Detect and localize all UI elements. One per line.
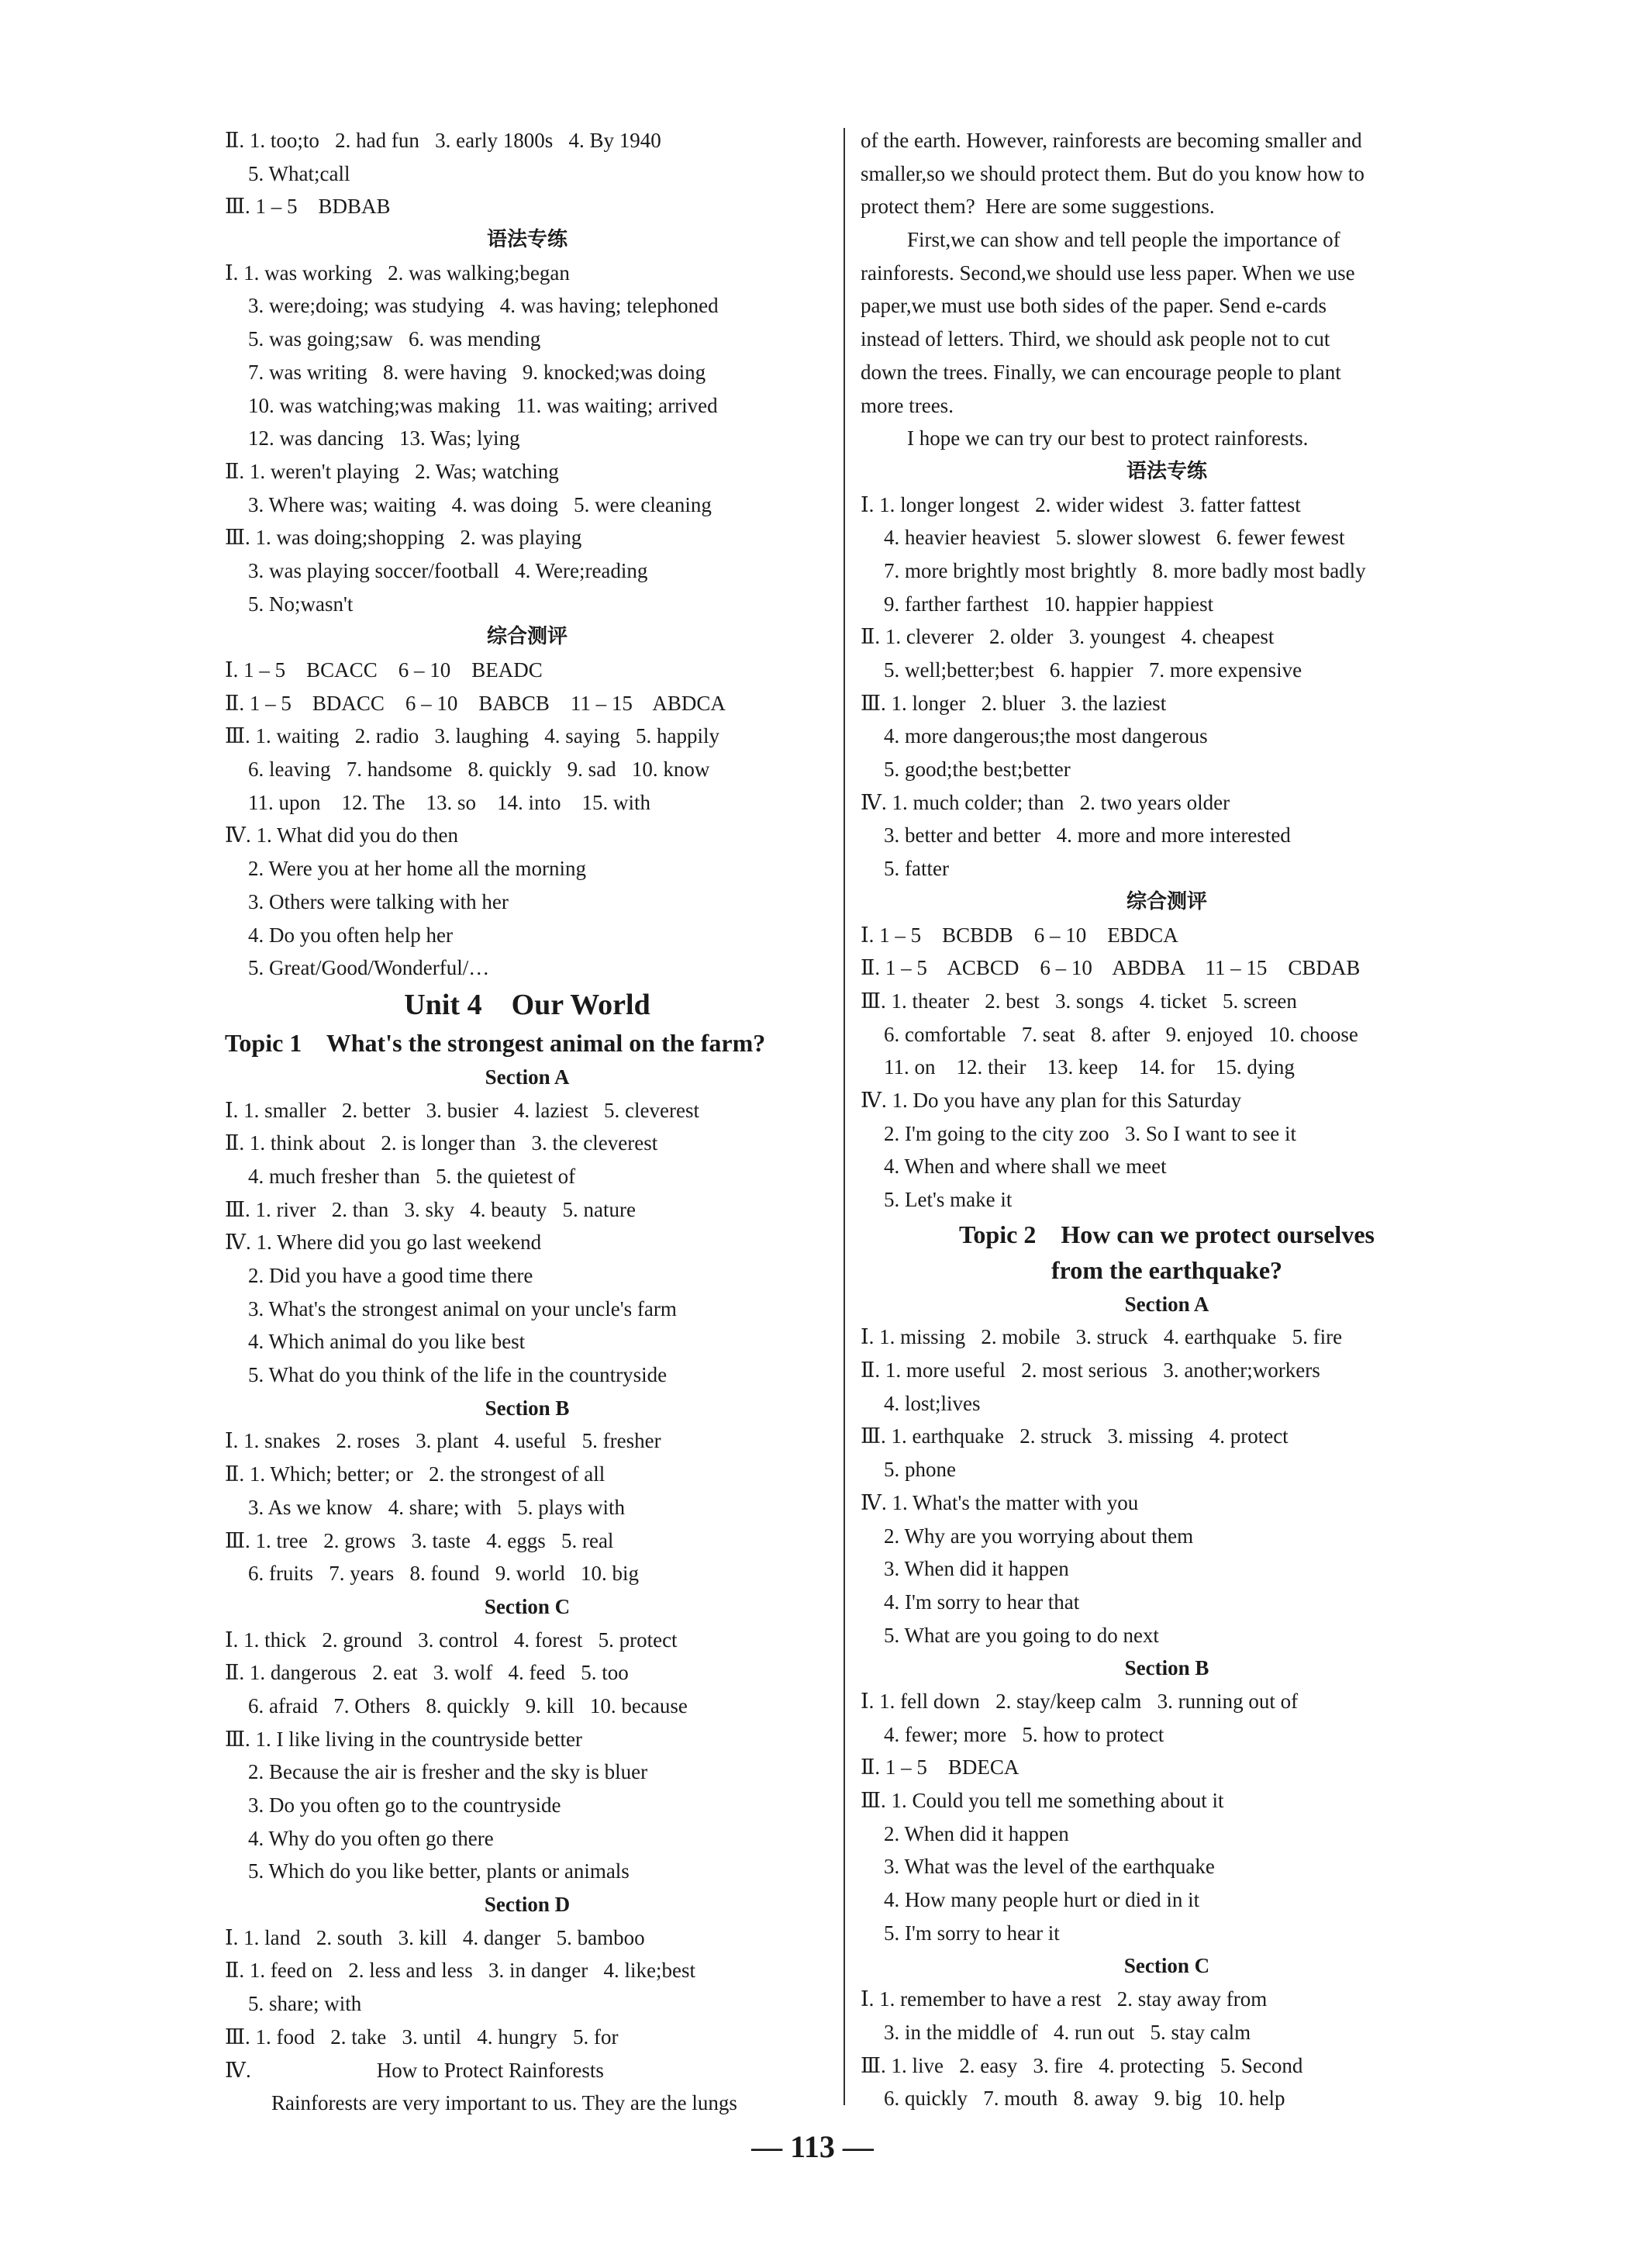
right-line: 5. good;the best;better bbox=[884, 758, 1071, 782]
right-line: 4. I'm sorry to hear that bbox=[884, 1590, 1080, 1614]
left-line: 2. Because the air is fresher and the sky is bluer bbox=[248, 1760, 648, 1784]
right-line: 3. in the middle of 4. run out 5. stay calm bbox=[884, 2020, 1251, 2044]
left-line: 4. Which animal do you like best bbox=[248, 1330, 526, 1354]
left-line: Ⅰ. 1. snakes 2. roses 3. plant 4. useful 5. fresher bbox=[225, 1429, 661, 1453]
right-line: Ⅲ. 1. theater 2. best 3. songs 4. ticket 5. screen bbox=[861, 989, 1297, 1013]
right-line: instead of letters. Third, we should ask people not to cut bbox=[861, 327, 1330, 351]
right-line: 3. When did it happen bbox=[884, 1557, 1069, 1581]
left-line: 3. As we know 4. share; with 5. plays with bbox=[248, 1495, 625, 1519]
left-line: Ⅱ. 1. dangerous 2. eat 3. wolf 4. feed 5. too bbox=[225, 1661, 629, 1685]
right-line: paper,we must use both sides of the paper. Send e-cards bbox=[861, 294, 1327, 318]
right-line: 5. I'm sorry to hear it bbox=[884, 1921, 1060, 1945]
left-line: 3. were;doing; was studying 4. was having; telephoned bbox=[248, 294, 719, 318]
left-line: Ⅲ. 1. food 2. take 3. until 4. hungry 5. for bbox=[225, 2025, 619, 2049]
left-line: Ⅱ. 1. feed on 2. less and less 3. in danger 4. like;best bbox=[225, 1959, 695, 1983]
left-line: 语法专练 bbox=[486, 228, 568, 252]
left-line: 3. Others were talking with her bbox=[248, 889, 509, 913]
left-line: Section D bbox=[484, 1893, 571, 1917]
right-line: 3. better and better 4. more and more interested bbox=[884, 823, 1291, 847]
left-line: 5. What do you think of the life in the countryside bbox=[248, 1363, 668, 1387]
left-line: Ⅱ. 1. weren't playing 2. Was; watching bbox=[225, 459, 559, 483]
right-line: 5. fatter bbox=[884, 857, 949, 881]
left-line: 6. leaving 7. handsome 8. quickly 9. sad 10. know bbox=[248, 758, 710, 782]
right-line: Topic 2 How can we protect ourselves bbox=[959, 1220, 1375, 1248]
right-line: First,we can show and tell people the importance of bbox=[907, 228, 1340, 252]
right-line: Ⅰ. 1. fell down 2. stay/keep calm 3. running out of bbox=[861, 1689, 1299, 1713]
right-line: Ⅱ. 1 – 5 ACBCD 6 – 10 ABDBA 11 – 15 CBDAB bbox=[861, 956, 1361, 980]
right-line: 5. phone bbox=[884, 1458, 956, 1482]
left-line: Section C bbox=[484, 1594, 571, 1618]
left-line: Ⅱ. 1. think about 2. is longer than 3. the cleverest bbox=[225, 1131, 658, 1155]
right-line: 2. I'm going to the city zoo 3. So I want to see it bbox=[884, 1121, 1297, 1145]
right-line: Section B bbox=[1124, 1656, 1209, 1680]
right-line: 4. more dangerous;the most dangerous bbox=[884, 724, 1208, 748]
right-line: Ⅰ. 1. missing 2. mobile 3. struck 4. earthquake 5. fire bbox=[861, 1325, 1343, 1349]
right-line: more trees. bbox=[861, 393, 954, 417]
right-line: 4. fewer; more 5. how to protect bbox=[884, 1722, 1164, 1746]
left-line: 5. was going;saw 6. was mending bbox=[248, 327, 541, 351]
right-line: Ⅰ. 1. remember to have a rest 2. stay away from bbox=[861, 1987, 1268, 2011]
right-line: Ⅱ. 1. more useful 2. most serious 3. another;workers bbox=[861, 1358, 1320, 1383]
left-line: 12. was dancing 13. Was; lying bbox=[248, 426, 520, 450]
left-line: Ⅰ. 1. thick 2. ground 3. control 4. forest 5. protect bbox=[225, 1628, 678, 1652]
left-line: Rainforests are very important to us. They are the lungs bbox=[271, 2091, 737, 2115]
left-line: Ⅲ. 1. tree 2. grows 3. taste 4. eggs 5. real bbox=[225, 1528, 614, 1552]
left-line: 2. Were you at her home all the morning bbox=[248, 857, 586, 881]
left-line: 3. Do you often go to the countryside bbox=[248, 1793, 561, 1817]
left-line: 2. Did you have a good time there bbox=[248, 1264, 533, 1287]
left-line: Ⅱ. 1. Which; better; or 2. the strongest of all bbox=[225, 1462, 605, 1486]
right-line: 5. Let's make it bbox=[884, 1188, 1013, 1211]
right-line: 5. What are you going to do next bbox=[884, 1623, 1159, 1647]
left-line: Ⅰ. 1. was working 2. was walking;began bbox=[225, 261, 570, 285]
right-line: Ⅲ. 1. Could you tell me something about it bbox=[861, 1789, 1224, 1812]
left-line: 11. upon 12. The 13. so 14. into 15. with bbox=[248, 790, 650, 814]
right-line: Ⅱ. 1 – 5 BDECA bbox=[861, 1755, 1020, 1780]
right-line: 4. lost;lives bbox=[884, 1391, 981, 1415]
right-line: Ⅱ. 1. cleverer 2. older 3. youngest 4. cheapest bbox=[861, 625, 1275, 649]
left-line: Ⅲ. 1. waiting 2. radio 3. laughing 4. saying 5. happily bbox=[225, 724, 719, 748]
left-column bbox=[225, 124, 830, 2120]
left-line: Section B bbox=[485, 1396, 570, 1420]
left-line: 综合测评 bbox=[486, 625, 568, 649]
right-line: Ⅳ. 1. What's the matter with you bbox=[861, 1490, 1139, 1514]
right-line: 3. What was the level of the earthquake bbox=[884, 1855, 1215, 1879]
left-line: 10. was watching;was making 11. was waiting; arrived bbox=[248, 393, 718, 417]
right-line: I hope we can try our best to protect rainforests. bbox=[907, 426, 1309, 450]
right-line: 6. comfortable 7. seat 8. after 9. enjoyed 10. choose bbox=[884, 1022, 1358, 1046]
right-line: Ⅲ. 1. longer 2. bluer 3. the laziest bbox=[861, 691, 1167, 715]
right-line: Ⅰ. 1 – 5 BCBDB 6 – 10 EBDCA bbox=[861, 923, 1178, 947]
left-line: Ⅳ. How to Protect Rainforests bbox=[225, 2058, 604, 2082]
left-line: 5. Which do you like better, plants or animals bbox=[248, 1859, 630, 1883]
right-line: Section A bbox=[1124, 1292, 1209, 1316]
right-line: Ⅲ. 1. earthquake 2. struck 3. missing 4. protect bbox=[861, 1424, 1289, 1448]
left-line: Ⅰ. 1. land 2. south 3. kill 4. danger 5. bamboo bbox=[225, 1925, 645, 1949]
left-line: 7. was writing 8. were having 9. knocked;was doing bbox=[248, 360, 706, 384]
left-line: Ⅲ. 1 – 5 BDBAB bbox=[225, 195, 391, 219]
left-line: 3. was playing soccer/football 4. Were;reading bbox=[248, 558, 648, 582]
left-line: Topic 1 What's the strongest animal on the farm? bbox=[225, 1028, 766, 1057]
left-line: Ⅱ. 1 – 5 BDACC 6 – 10 BABCB 11 – 15 ABDCA bbox=[225, 691, 726, 715]
left-line: 5. Great/Good/Wonderful/… bbox=[248, 956, 490, 980]
right-line: 4. How many people hurt or died in it bbox=[884, 1888, 1200, 1912]
right-line: of the earth. However, rainforests are becoming smaller and bbox=[861, 129, 1362, 152]
left-line: 4. much fresher than 5. the quietest of bbox=[248, 1164, 576, 1188]
left-line: Ⅳ. 1. What did you do then bbox=[225, 823, 458, 847]
left-line: 3. What's the strongest animal on your uncle's farm bbox=[248, 1296, 677, 1320]
right-column bbox=[861, 124, 1473, 2115]
right-line: 4. heavier heaviest 5. slower slowest 6. fewer fewest bbox=[884, 526, 1345, 550]
left-line: Ⅲ. 1. was doing;shopping 2. was playing bbox=[225, 526, 582, 550]
right-line: smaller,so we should protect them. But do you know how to bbox=[861, 161, 1365, 185]
right-line: 7. more brightly most brightly 8. more badly most badly bbox=[884, 558, 1366, 582]
right-line: 2. When did it happen bbox=[884, 1821, 1069, 1845]
right-line: protect them? Here are some suggestions. bbox=[861, 195, 1215, 219]
right-line: Section C bbox=[1123, 1954, 1210, 1978]
right-line: Ⅳ. 1. Do you have any plan for this Saturday bbox=[861, 1088, 1242, 1112]
right-line: 6. quickly 7. mouth 8. away 9. big 10. help bbox=[884, 2087, 1285, 2111]
column-divider bbox=[844, 128, 845, 2105]
right-line: down the trees. Finally, we can encourage people to plant bbox=[861, 360, 1341, 384]
left-line: Ⅰ. 1 – 5 BCACC 6 – 10 BEADC bbox=[225, 658, 543, 682]
left-line: 5. share; with bbox=[248, 1992, 362, 2016]
right-line: Ⅳ. 1. much colder; than 2. two years older bbox=[861, 790, 1230, 814]
left-line: Ⅲ. 1. I like living in the countryside better bbox=[225, 1727, 582, 1751]
left-line: Unit 4 Our World bbox=[404, 988, 650, 1021]
left-line: 6. fruits 7. years 8. found 9. world 10. big bbox=[248, 1562, 639, 1586]
left-line: Section A bbox=[485, 1065, 570, 1089]
right-line: 4. When and where shall we meet bbox=[884, 1155, 1167, 1179]
left-line: 6. afraid 7. Others 8. quickly 9. kill 10. because bbox=[248, 1693, 688, 1717]
left-line: Ⅰ. 1. smaller 2. better 3. busier 4. laziest 5. cleverest bbox=[225, 1098, 699, 1122]
right-line: Ⅲ. 1. live 2. easy 3. fire 4. protecting 5. Second bbox=[861, 2053, 1303, 2077]
right-line: rainforests. Second,we should use less paper. When we use bbox=[861, 261, 1355, 285]
left-line: Ⅱ. 1. too;to 2. had fun 3. early 1800s 4. By 1940 bbox=[225, 129, 661, 152]
left-line: 4. Why do you often go there bbox=[248, 1826, 494, 1850]
right-line: 综合测评 bbox=[1126, 889, 1207, 913]
right-line: from the earthquake? bbox=[1051, 1255, 1283, 1284]
right-line: Ⅰ. 1. longer longest 2. wider widest 3. fatter fattest bbox=[861, 492, 1301, 516]
right-line: 5. well;better;best 6. happier 7. more expensive bbox=[884, 658, 1302, 682]
right-line: 11. on 12. their 13. keep 14. for 15. dying bbox=[884, 1055, 1295, 1079]
right-line: 2. Why are you worrying about them bbox=[884, 1524, 1194, 1548]
page-number: — 113 — bbox=[751, 2129, 874, 2164]
left-line: 5. No;wasn't bbox=[248, 592, 354, 616]
left-line: 4. Do you often help her bbox=[248, 923, 453, 947]
right-line: 语法专练 bbox=[1126, 459, 1207, 483]
right-line: 9. farther farthest 10. happier happiest bbox=[884, 592, 1214, 616]
left-line: Ⅲ. 1. river 2. than 3. sky 4. beauty 5. nature bbox=[225, 1197, 636, 1221]
left-line: 3. Where was; waiting 4. was doing 5. were cleaning bbox=[248, 492, 712, 516]
left-line: Ⅳ. 1. Where did you go last weekend bbox=[225, 1231, 542, 1255]
left-line: 5. What;call bbox=[248, 161, 350, 185]
